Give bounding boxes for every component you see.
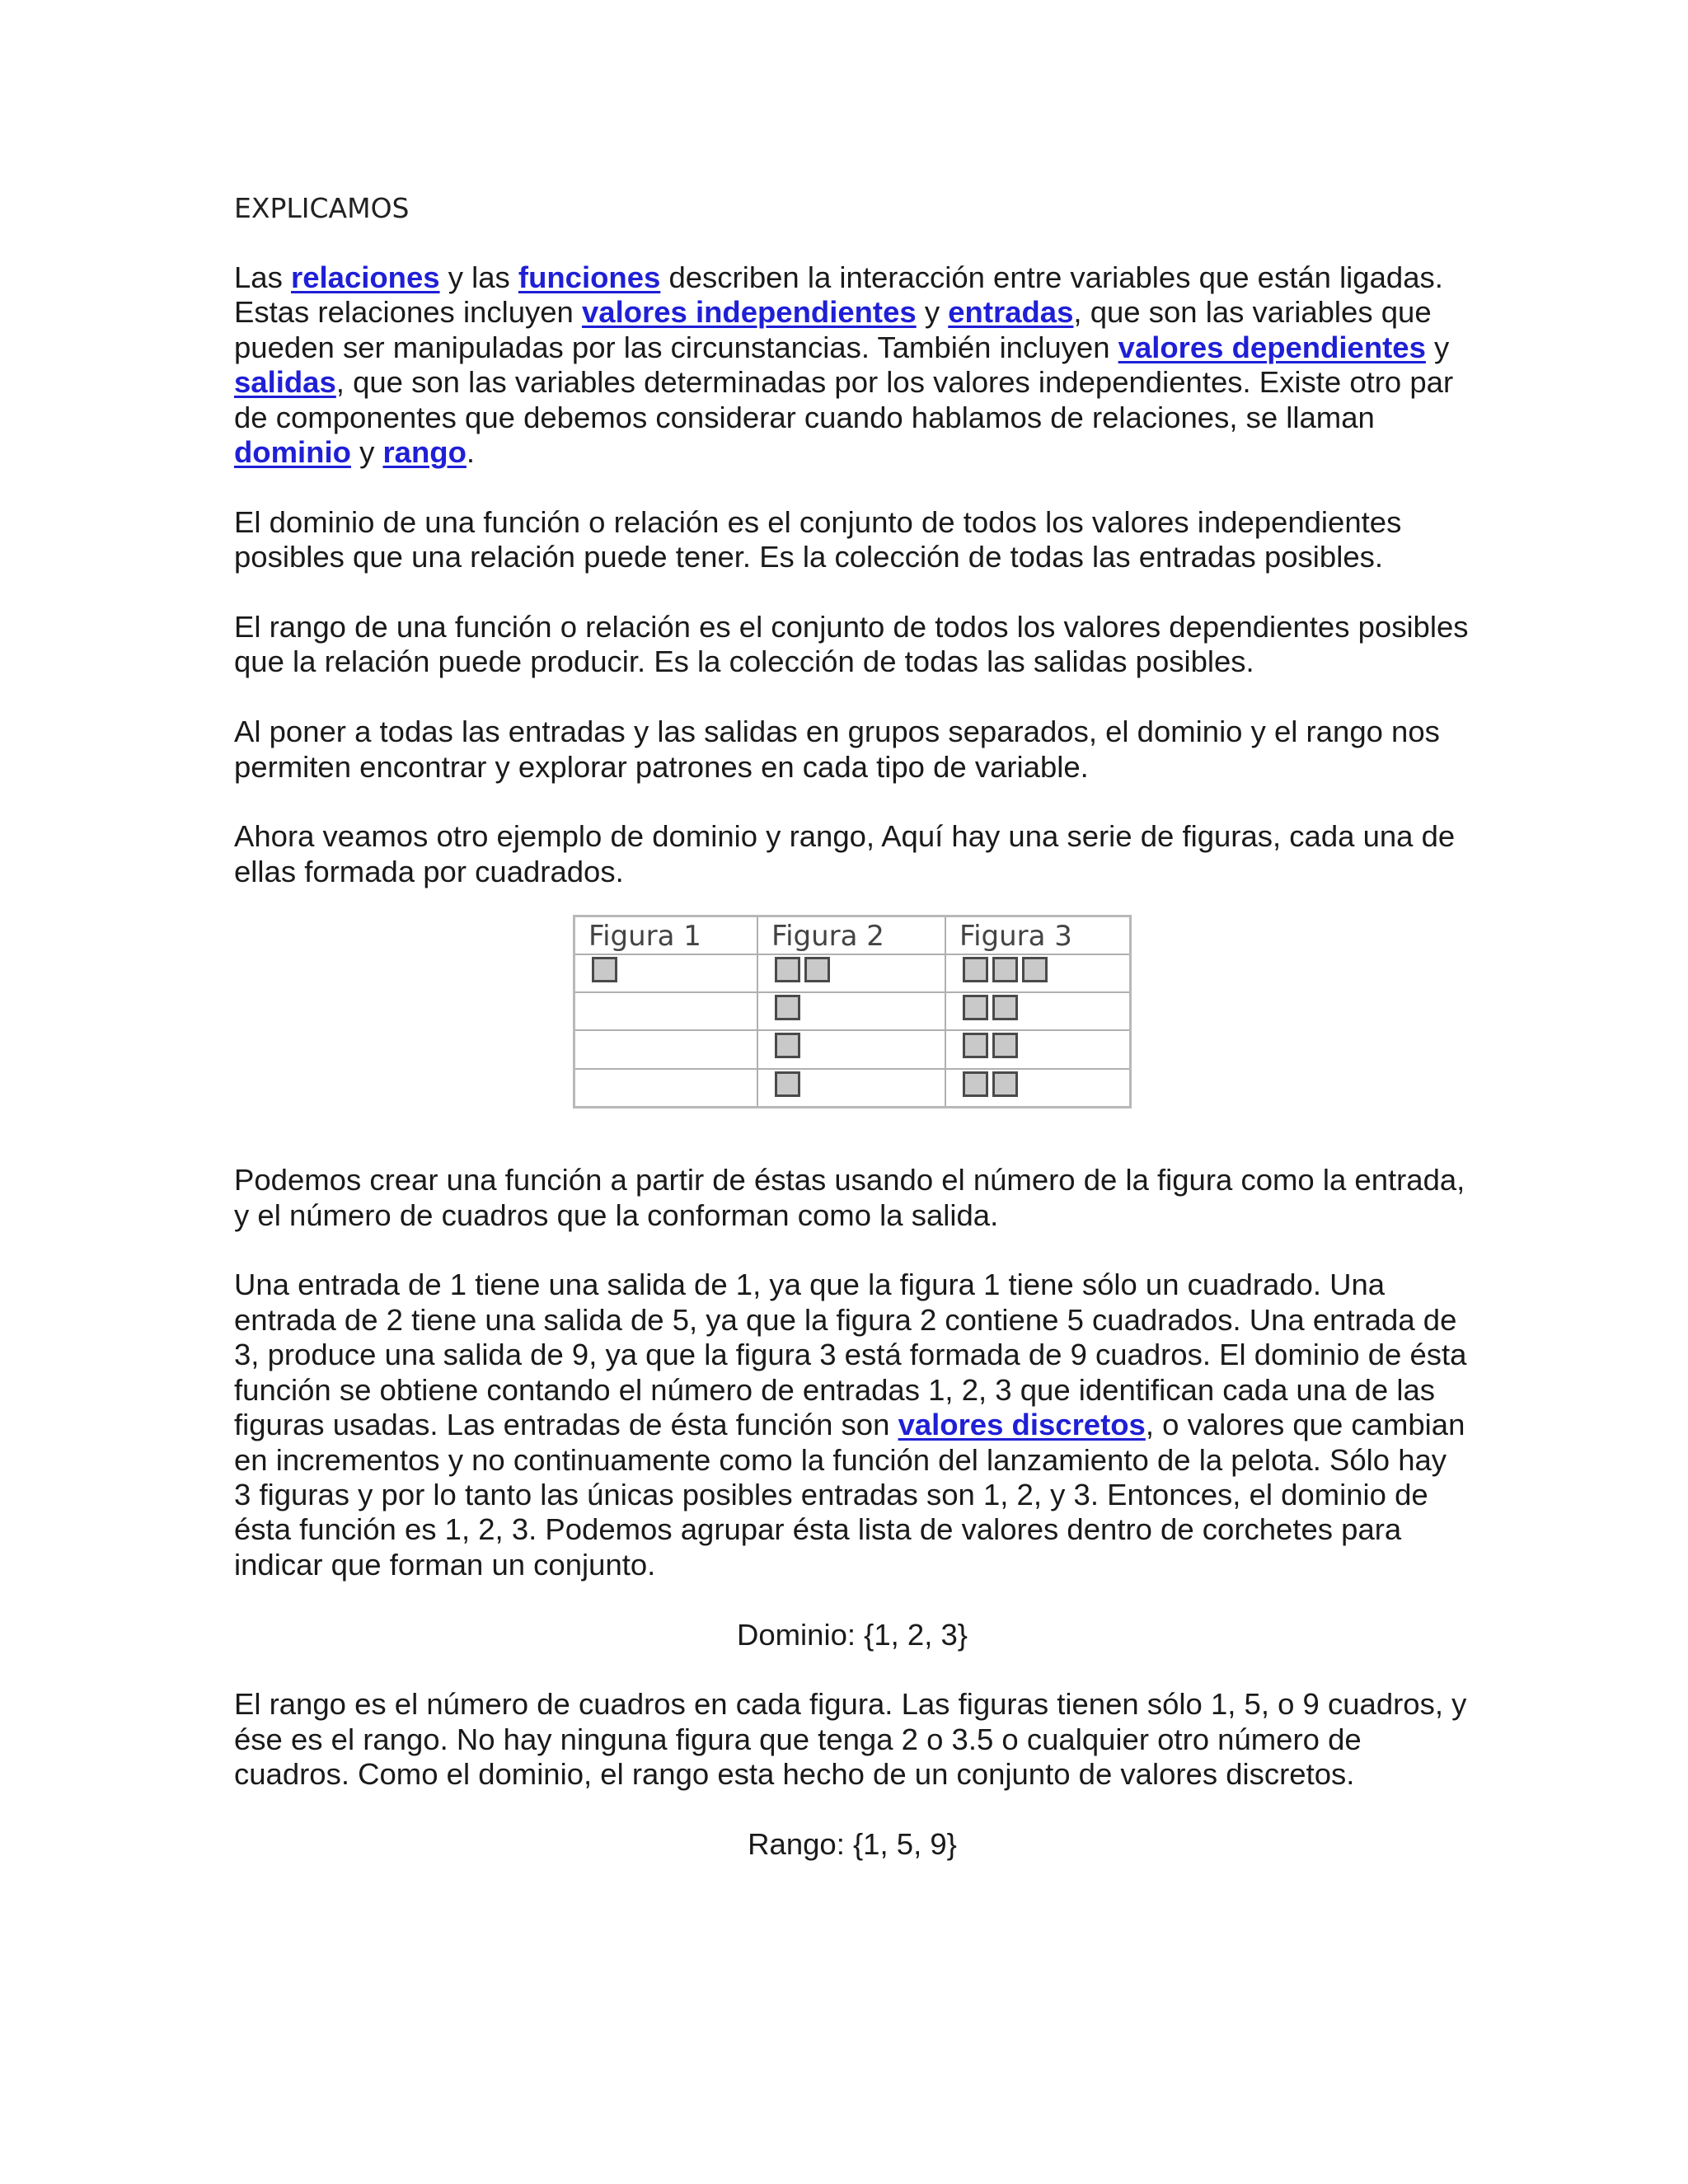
square-icon	[1022, 957, 1048, 982]
figure-1-cell	[574, 1069, 758, 1108]
square-icon	[592, 957, 617, 982]
square-icon	[775, 957, 800, 982]
square-icon	[992, 957, 1018, 982]
link-dominio[interactable]: dominio	[234, 435, 351, 470]
square-icon	[992, 1033, 1018, 1058]
figure-container	[234, 915, 1470, 1109]
header-figura-2: Figura 2	[757, 916, 945, 954]
paragraph-domain-definition: El dominio de una función o relación es el conjunto de todos los valores independientes posibles que una relación puede tener. Es la colección de todas las entradas posibles.	[234, 504, 1402, 574]
text: y	[350, 435, 383, 470]
figures-header-row	[574, 916, 1131, 954]
header-figura-3: Figura 3	[945, 916, 1131, 954]
link-valores-dependientes[interactable]: valores dependientes	[1118, 330, 1426, 364]
square-icon	[963, 957, 988, 982]
link-salidas[interactable]: salidas	[234, 365, 336, 400]
square-icon	[775, 1071, 800, 1097]
figure-2-cell	[757, 1030, 945, 1068]
square-icon	[992, 995, 1018, 1020]
figures-table	[573, 915, 1132, 1109]
figure-2-cell	[757, 1069, 945, 1108]
square-icon	[963, 1033, 988, 1058]
figures-body	[574, 954, 1131, 1108]
text: , o valores que cambian en incrementos y no continuamente como la función del lanzamiento de la pelota. Sólo hay 3 figuras y por lo tanto las únicas posibles entradas son 1, 2, y 3. Entonces, el dominio de ésta función es 1, 2, 3. Podemos agrupar ésta lista de valores dentro de corchetes para indicar que forman un conjunto.	[234, 1408, 1465, 1582]
figures-row	[574, 954, 1131, 992]
text: Las	[234, 260, 291, 294]
link-entradas[interactable]: entradas	[948, 295, 1074, 330]
square-icon	[775, 995, 800, 1020]
figure-3-cell	[945, 1069, 1131, 1108]
paragraph-relations	[234, 260, 1470, 470]
section-heading: EXPLICAMOS	[234, 192, 410, 224]
range-set: Rango: {1, 5, 9}	[748, 1826, 957, 1861]
text: describen la interacción entre variables que están ligadas. Estas relaciones incluyen	[234, 260, 1443, 330]
text: y	[1425, 330, 1450, 364]
link-valores-discretos[interactable]: valores discretos	[898, 1408, 1146, 1442]
square-icon	[963, 995, 988, 1020]
figure-3-cell	[945, 1030, 1131, 1068]
text: y las	[439, 260, 518, 294]
figure-1-cell	[574, 1030, 758, 1068]
figure-3-cell	[945, 992, 1131, 1030]
link-relaciones[interactable]: relaciones	[291, 260, 440, 294]
link-funciones[interactable]: funciones	[518, 260, 661, 294]
text: , que son las variables determinadas por los valores independientes. Existe otro par de componentes que debemos considerar cuando hablamos de relaciones, se llaman	[234, 365, 1454, 434]
document-body	[234, 191, 1470, 1897]
paragraph-discrete-values	[234, 1268, 1470, 1582]
figures-row	[574, 1069, 1131, 1108]
figure-1-cell	[574, 954, 758, 992]
text: , que son las variables que pueden ser manipuladas por las circunstancias. También incluyen	[234, 295, 1432, 364]
paragraph-example-intro: Ahora veamos otro ejemplo de dominio y rango, Aquí hay una serie de figuras, cada una de ellas formada por cuadrados.	[234, 819, 1456, 888]
paragraph-range-definition: El rango de una función o relación es el conjunto de todos los valores dependientes posibles que la relación puede producir. Es la colección de todas las salidas posibles.	[234, 610, 1469, 679]
paragraph-function-creation: Podemos crear una función a partir de éstas usando el número de la figura como la entrada, y el número de cuadros que la conforman como la salida.	[234, 1163, 1465, 1232]
square-icon	[775, 1033, 800, 1058]
header-figura-1: Figura 1	[574, 916, 758, 954]
link-valores-independientes[interactable]: valores independientes	[582, 295, 917, 330]
figure-3-cell	[945, 954, 1131, 992]
text: .	[466, 435, 476, 470]
text: Una entrada de 1 tiene una salida de 1, ya que la figura 1 tiene sólo un cuadrado. Una entrada de 2 tiene una salida de 5, ya que la figura 2 contiene 5 cuadrados. Una entrada de 3, produce una salida de 9, ya que la figura 3 está formada de 9 cuadros. El dominio de ésta función se obtiene contando el número de entradas 1, 2, 3 que identifican cada una de las figuras usadas. Las entradas de ésta función son	[234, 1268, 1467, 1442]
figure-2-cell	[757, 954, 945, 992]
square-icon	[992, 1071, 1018, 1097]
figure-2-cell	[757, 992, 945, 1030]
square-icon	[804, 957, 830, 982]
text: y	[916, 295, 949, 330]
paragraph-range-explanation: El rango es el número de cuadros en cada figura. Las figuras tienen sólo 1, 5, o 9 cuadros, y ése es el rango. No hay ninguna figura que tenga 2 o 3.5 o cualquier otro número de cuadros. Como el dominio, el rango esta hecho de un conjunto de valores discretos.	[234, 1687, 1467, 1792]
figures-row	[574, 992, 1131, 1030]
figure-1-cell	[574, 992, 758, 1030]
paragraph-patterns: Al poner a todas las entradas y las salidas en grupos separados, el dominio y el rango nos permiten encontrar y explorar patrones en cada tipo de variable.	[234, 715, 1440, 784]
link-rango[interactable]: rango	[382, 435, 467, 470]
square-icon	[963, 1071, 988, 1097]
figures-row	[574, 1030, 1131, 1068]
domain-set: Dominio: {1, 2, 3}	[736, 1617, 968, 1652]
